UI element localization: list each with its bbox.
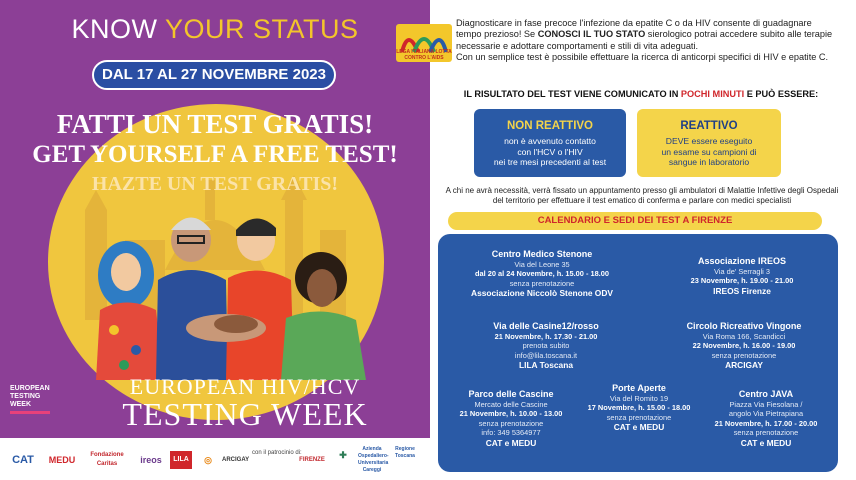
- medu-logo: MEDU: [48, 455, 76, 465]
- people-illustration: [86, 200, 376, 380]
- ireos-logo: ireos: [140, 455, 162, 465]
- site-name: Parco delle Cascine: [468, 389, 554, 399]
- caritas-logo: Fondazione Caritas: [90, 452, 124, 467]
- reactive-box: [637, 109, 781, 177]
- health-logo: ✚: [339, 450, 347, 460]
- intro-emphasis: CONOSCI IL TUO STATO: [537, 29, 646, 40]
- badge-line-3: WEEK: [10, 401, 31, 408]
- intro-part-1: Diagnosticare in fase precoce l'infezione da epatite C o da HIV consente di guadagnare tempo prezioso! Se: [456, 18, 812, 40]
- non-reactive-line-3: nei tre mesi precedenti al test: [493, 157, 607, 168]
- site-name: Centro Medico Stenone: [491, 249, 593, 259]
- followup-text: [440, 186, 844, 207]
- site-stenone: [444, 249, 640, 299]
- event-dates: DAL 17 AL 27 NOVEMBRE 2023: [92, 60, 336, 90]
- site-address: Via de' Serragli 3: [714, 267, 770, 276]
- site-org: CAT e MEDU: [485, 437, 537, 448]
- site-address: Via del Leone 35: [514, 260, 570, 269]
- reactive-title: REATTIVO: [680, 120, 738, 132]
- site-address: Piazza Via Fiesolana /: [729, 400, 803, 409]
- arcigay-logo: ARCIGAY: [222, 457, 250, 463]
- site-when: 23 Novembre, h. 19.00 - 21.00: [690, 276, 794, 286]
- badge-line-2: TESTING: [10, 393, 41, 400]
- title-your: YOUR: [164, 14, 245, 44]
- site-name: Circolo Ricreativo Vingone: [686, 321, 802, 331]
- non-reactive-box: [474, 109, 626, 177]
- site-when: 21 Novembre, h. 10.00 - 13.00: [459, 409, 563, 419]
- site-when: 22 Novembre, h. 16.00 - 19.00: [692, 341, 796, 351]
- reactive-line-2: un esame su campioni di: [661, 146, 757, 157]
- regione-toscana-logo: Regione Toscana: [395, 446, 415, 459]
- site-org: CAT e MEDU: [740, 437, 792, 448]
- reactive-line-3: sangue in laboratorio: [668, 157, 750, 168]
- site-org: IREOS Firenze: [713, 285, 771, 296]
- site-address: Mercato delle Cascine: [474, 400, 548, 409]
- intro-text: [456, 18, 834, 64]
- site-when: 21 Novembre, h. 17.30 - 21.00: [494, 332, 598, 341]
- site-name: Via delle Casine12/rosso: [493, 321, 599, 331]
- non-reactive-line-2: con l'HCV o l'HIV: [517, 146, 583, 157]
- site-note: senza prenotazione: [606, 412, 672, 422]
- slogan-spanish: HAZTE UN TEST GRATIS!: [91, 173, 339, 195]
- followup-line-1: A chi ne avrà necessità, verrà fissato un appuntamento presso gli ambulatori di Malattie Infettive degli Ospedali: [445, 186, 839, 195]
- slogan-italian: FATTI UN TEST GRATIS!: [56, 109, 374, 139]
- site-name: Porte Aperte: [612, 383, 666, 393]
- event-name-line-1: EUROPEAN HIV/HCV: [129, 374, 361, 399]
- result-heading: [436, 89, 846, 99]
- site-note: senza prenotazione: [509, 278, 575, 288]
- european-testing-week-badge: [10, 385, 54, 429]
- site-note: prenota subito: [522, 341, 570, 351]
- result-heading-a: IL RISULTATO DEL TEST VIENE COMUNICATO IN: [463, 89, 681, 99]
- site-when: dal 20 al 24 Novembre, h. 15.00 - 18.00: [475, 269, 609, 279]
- campaign-title: [0, 14, 430, 45]
- non-reactive-title: NON REATTIVO: [506, 120, 594, 132]
- site-address: Via Roma 166, Scandicci: [702, 332, 786, 341]
- site-contact: info: 349 5364977: [481, 428, 541, 438]
- site-note: senza prenotazione: [711, 350, 777, 360]
- calendar-title: CALENDARIO E SEDI DEI TEST A FIRENZE: [448, 212, 822, 230]
- badge-line-1: EUROPEAN: [10, 385, 50, 392]
- title-know: KNOW: [71, 14, 158, 44]
- slogan-english: GET YOURSELF A FREE TEST!: [32, 141, 398, 168]
- site-java: [704, 389, 828, 449]
- site-porte-aperte: [578, 383, 700, 433]
- site-note: senza prenotazione: [733, 428, 799, 438]
- patronage-label: con il patrocinio di:: [252, 450, 302, 456]
- site-ireos: [662, 256, 822, 297]
- lila-logo: LILA: [170, 451, 192, 469]
- site-org: Associazione Niccolò Stenone ODV: [471, 288, 613, 299]
- result-heading-b: POCHI MINUTI: [680, 89, 745, 99]
- result-heading-c: E PUÒ ESSERE:: [744, 89, 819, 99]
- comune-firenze-logo: FIRENZE: [299, 457, 325, 463]
- lila-logo-text: LEGA ITALIANA LOTTA CONTRO L'AIDS: [396, 49, 452, 61]
- non-reactive-line-1: non è avvenuto contatto: [504, 136, 596, 146]
- intro-part-2: sierologico potrai accedere subito alle terapie necessarie e adottare comportamenti e stili di vita adeguati.: [456, 29, 833, 51]
- careggi-logo: Azienda Ospedaliero-Universitaria Careggi: [358, 446, 389, 473]
- cat-logo: CAT: [12, 454, 34, 466]
- stenone-logo: ◎: [204, 455, 212, 465]
- site-name: Associazione IREOS: [697, 256, 787, 266]
- site-org: CAT e MEDU: [613, 422, 665, 433]
- site-contact[interactable]: info@lila.toscana.it: [514, 350, 578, 360]
- site-org: LILA Toscana: [519, 360, 573, 371]
- reactive-line-1: DEVE essere eseguito: [665, 136, 753, 146]
- followup-line-2: del territorio per effettuare il test ematico di conferma e parlare con medici specialisti: [492, 196, 792, 206]
- title-status: STATUS: [253, 14, 359, 44]
- site-org: ARCIGAY: [725, 360, 763, 371]
- event-name-line-2: TESTING WEEK: [122, 396, 368, 432]
- site-when: 21 Novembre, h. 17.00 - 20.00: [714, 418, 818, 428]
- site-note: senza prenotazione: [478, 418, 544, 428]
- site-cascine: [450, 389, 572, 449]
- site-address: Via del Romito 19: [609, 394, 669, 403]
- site-vingone: [666, 321, 822, 371]
- site-address-2: angolo Via Pietrapiana: [728, 409, 804, 419]
- site-name: Centro JAVA: [738, 389, 794, 399]
- site-lila: [466, 321, 626, 371]
- intro-part-3: Con un semplice test è possibile effettuare la ricerca di anticorpi specifici di HIV e epatite C.: [456, 52, 829, 63]
- lila-arch-logo: [396, 24, 452, 62]
- site-when: 17 Novembre, h. 15.00 - 18.00: [587, 403, 691, 413]
